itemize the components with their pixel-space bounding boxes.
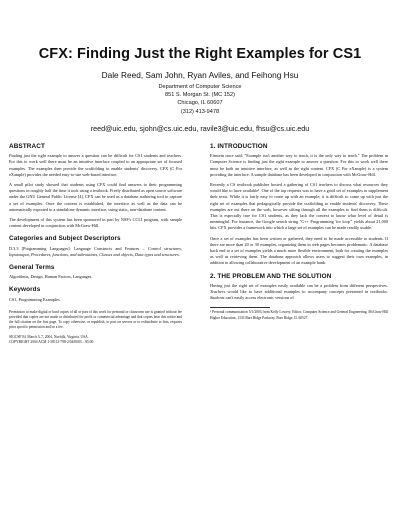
- general-terms-heading: General Terms: [9, 264, 55, 272]
- abstract-paragraph: A small pilot study showed that students using CFX could find answers to their programming questions in roughly half the time it took using a textbook. Freely distributed as open source software under the GNU General Public License [4], CFX can be used as a database authoring tool to capture a set of examples. Once the content is established, the interface as well as the data can be automatically exported to a standalone dynamic interface, using static, non-database content.: [9, 182, 182, 212]
- categories-lead: D.3.3 [Programming Languages]: Language Constructs and Features –: [9, 245, 148, 251]
- paper-title: CFX: Finding Just the Right Examples for CS1: [38, 46, 362, 62]
- introduction-heading: 1. INTRODUCTION: [210, 143, 268, 150]
- conference-line: SIGCSE'04, March 3–7, 2004, Norfolk, Virginia, USA.: [9, 334, 89, 339]
- abstract-paragraph: The development of this system has been sponsored in part by NSF's CCLI program, with sample content developed in conjunction with McGraw-Hill.: [9, 217, 182, 229]
- footnote: ¹ Personal communication 5/1/2003 from Kelly Lowery, Editor, Computer Science and General Engineering, McGraw-Hill Higher Education, 1333 Burr Ridge Parkway, Burr Ridge, IL 60527.: [210, 310, 388, 320]
- author-list: Dale Reed, Sam John, Ryan Aviles, and Feihong Hsu: [101, 70, 299, 80]
- left-column: [9, 144, 182, 349]
- keywords-text: CS1, Programming Examples: [9, 296, 60, 302]
- problem-text: can't easily access electronic versions of: [224, 295, 294, 301]
- right-column: [210, 144, 388, 325]
- affiliation-line: 851 S. Morgan St. (MC 152): [165, 92, 235, 99]
- abstract-paragraph: Finding just the right example to answer a question can be difficult for CS1 students and teachers. For this to work well there must be an intuitive interface coupled to an appropriate set of focused examples. The examples then provide the scaffolding to enable students' discovery. CFX (C For eXample) provides the needed easy-to-use web-based interface.: [9, 153, 182, 177]
- introduction-paragraph: Recently a CS textbook publisher hosted a gathering of CS1 teachers to discuss what resources they would like to have available¹. One of the top requests was to have a good set of examples to supplement their texts. While it is fairly easy to come up with an example, it is difficult to come up with just the right set of examples that pedagogically provide the scaffolding to enable students' discovery. These examples are out there on the web, however sifting through all the examples to find them is difficult. This is especially true for CS1 students, as they lack the context to know what level of detail is meaningful. For instance, the Google search string "C++ Programming 'for loop'" yields about 21,000 hits. CFX provides a framework into which a large set of examples can be made readily usable.: [210, 182, 388, 231]
- categories-text: [9, 246, 182, 258]
- author-emails: reed@uic.edu, sjohn@cs.uic.edu, ravile3@uic.edu, fhsu@cs.uic.edu: [90, 124, 310, 133]
- problem-emphasis: Teachers: [210, 289, 226, 295]
- problem-text: Having just the right set of examples easily available can be a problem from different perspectives.: [210, 282, 388, 288]
- abstract-heading: ABSTRACT: [9, 143, 45, 150]
- affiliation-line: Department of Computer Science: [158, 84, 242, 90]
- keywords-heading: Keywords: [9, 286, 41, 294]
- categories-heading: Categories and Subject Descriptors: [9, 235, 121, 243]
- problem-emphasis: Students: [210, 295, 225, 301]
- general-terms-text: Algorithms, Design, Human Factors, Languages.: [9, 274, 93, 280]
- permission-notice: Permission to make digital or hard copies of all or part of this work for personal or classroom use is granted without fee provided that copies are not made or distributed for profit or commercial advantage and that copies bear this notice and the full citation on the first page. To copy otherwise, or republish, to post on servers or to redistribute to lists, requires prior specific permission and/or a fee.: [9, 309, 182, 330]
- affiliation-line: (312) 413-9478: [180, 108, 220, 115]
- categories-italic: Control structures, Inputoutput, Procedures, functions, and subroutines, Classes and objects, Data types and structures.: [9, 245, 182, 257]
- introduction-paragraph: Once a set of examples has been written or gathered, they need to be made accessible to students. If there are more than 20 or 30 examples, organizing them in web pages becomes problematic. A database back end to a set of examples yields a much more flexible environment, both for creating the examples as well as retrieving them. The database approach allows users to suggest their own examples, in addition to allowing collaborative development of an example bank.: [210, 235, 388, 266]
- problem-paragraph: [210, 283, 388, 302]
- affiliation-block: [0, 83, 400, 116]
- introduction-paragraph: Einstein once said: "Example isn't another way to teach, it is the only way to teach." The problem in Computer Science is finding just the right example to answer a question. For this to work well there must be both an intuitive interface, as well as the right content. CFX (C For eXample) is a system providing the interface. A sample database has been developed in conjunction with McGraw-Hill.: [210, 153, 388, 177]
- problem-text: would like to have additional examples to accompany concepts presented in textbooks.: [225, 289, 388, 295]
- affiliation-line: Chicago, IL 60607: [177, 100, 223, 107]
- footnote-rule: [210, 307, 270, 308]
- copyright-line: COPYRIGHT 2004 ACM 1-58113-798-2/04/0003…$5.00.: [9, 339, 95, 344]
- problem-heading: 2. THE PROBLEM AND THE SOLUTION: [210, 272, 332, 280]
